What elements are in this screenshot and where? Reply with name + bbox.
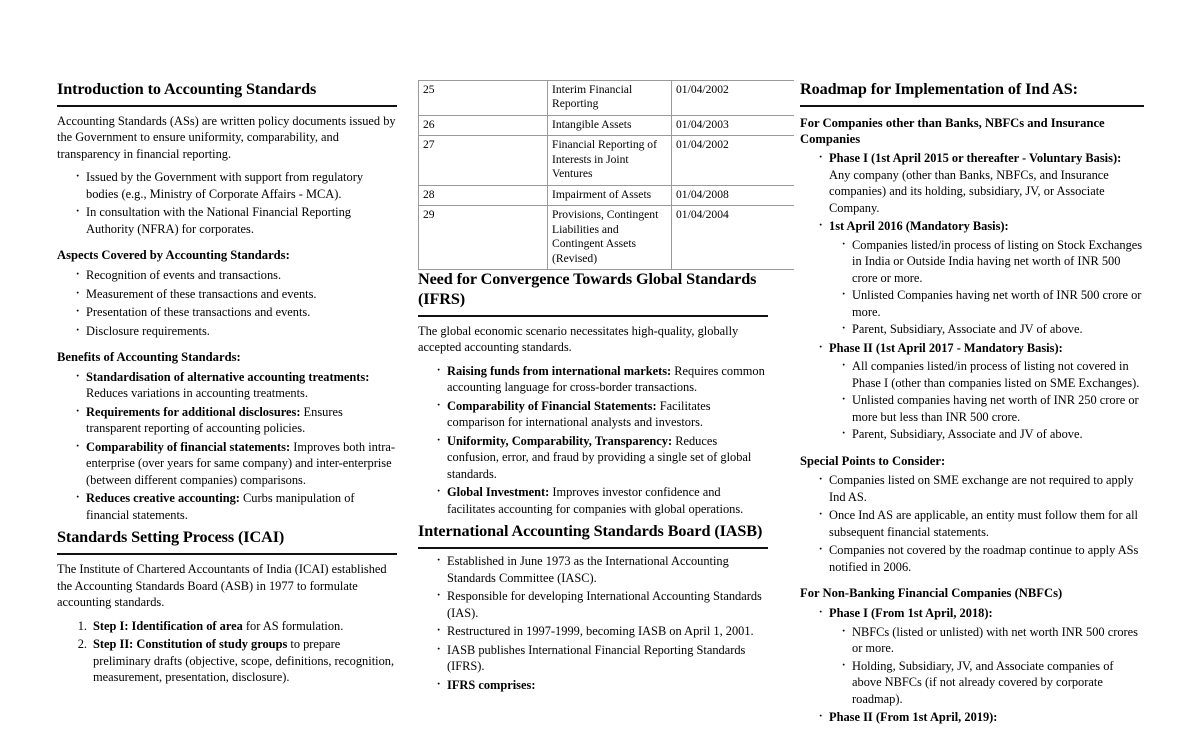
standards-setting-steps-list [57,618,397,686]
table-cell-date: 01/04/2008 [672,185,795,205]
left-column [0,80,397,691]
list-item-lead: Raising funds from international markets: [447,363,672,378]
list-item [818,340,1144,443]
list-item-text: Ensures transparent reporting of accounting policies. [86,404,343,436]
table-cell-title: Provisions, Contingent Liabilities and Contingent Assets (Revised) [548,206,672,270]
heading-for-nbfcs: For Non-Banking Financial Companies (NBFCs) [800,586,1063,601]
right-column [794,80,1191,731]
three-column-layout [0,80,1191,731]
table-cell-date: 01/04/2002 [672,81,795,116]
heading-iasb: International Accounting Standards Board (IASB) [418,522,768,549]
intro-paragraph: Accounting Standards (ASs) are written policy documents issued by the Government to ensure uniformity, comparability, and transparency in financial reporting. [57,113,396,161]
list-item-lead: Phase I (1st April 2015 or thereafter - Voluntary Basis): [829,151,1122,166]
table-cell-title: Intangible Assets [548,115,672,135]
table-cell-number: 28 [419,185,548,205]
list-item-lead: Uniformity, Comparability, Transparency: [447,433,673,448]
heading-need-for-convergence: Need for Convergence Towards Global Standards (IFRS) [418,270,768,317]
list-item-text: Responsible for developing International Accounting Standards (IAS). [447,589,762,620]
list-item-lead: Step I: Identification of area [93,618,243,633]
list-item-lead: Phase II (From 1st April, 2019): [829,710,998,725]
iasb-bullet-list [418,553,768,693]
list-item: · Presentation of these transactions and events. [75,304,397,321]
table-row [419,81,795,116]
list-item: · Holding, Subsidiary, JV, and Associate companies of above NBFCs (if not already covered by corporate roadmap). [841,658,1144,708]
convergence-bullet-list [418,363,768,518]
table-cell-title: Interim Financial Reporting [548,81,672,116]
list-item: · Unlisted Companies having net worth of INR 500 crore or more. [841,287,1144,320]
heading-special-points: Special Points to Consider: [800,453,946,468]
table-cell-number: 27 [419,136,548,185]
nested-list [829,358,1144,443]
list-item: · Disclosure requirements. [75,323,397,340]
list-item [436,398,768,431]
heading-for-companies-other-than: For Companies other than Banks, NBFCs and Insurance Companies [800,115,1105,146]
list-item [436,484,768,517]
list-item: · Companies not covered by the roadmap continue to apply ASs notified in 2006. [818,542,1144,575]
list-item-text: Restructured in 1997-1999, becoming IASB on April 1, 2001. [447,624,754,639]
table-row [419,206,795,270]
list-item-text: Curbs manipulation of financial statements. [86,491,355,522]
list-item: · Issued by the Government with support from regulatory bodies (e.g., Ministry of Corporate Affairs - MCA). [75,169,397,202]
list-item: · In consultation with the National Financial Reporting Authority (NFRA) for corporates. [75,204,397,237]
list-item: · Parent, Subsidiary, Associate and JV of above. [841,321,1144,338]
list-item-lead: Phase I (From 1st April, 2018): [829,606,993,621]
list-item: · Parent, Subsidiary, Associate and JV of above. [841,426,1144,443]
heading-aspects-covered: Aspects Covered by Accounting Standards: [57,248,290,263]
table-cell-date: 01/04/2002 [672,136,795,185]
aspects-bullet-list [57,267,397,339]
list-item: · Measurement of these transactions and events. [75,286,397,303]
table-row [419,185,795,205]
list-item-lead: Global Investment: [447,485,550,500]
list-item-lead: Reduces creative accounting: [86,491,240,506]
convergence-intro: The global economic scenario necessitates high-quality, globally accepted accounting standards. [418,323,739,355]
list-item-text: to prepare preliminary drafts (objective, scope, definitions, recognition, measurement, presentation, disclosure). [93,637,395,684]
list-item [436,433,768,483]
list-item [436,642,768,675]
companies-roadmap-list [800,150,1144,443]
nested-list [829,237,1144,338]
accounting-standards-table [418,80,794,270]
middle-column [397,80,794,698]
list-item [75,490,397,523]
list-item-lead: Comparability of financial statements: [86,439,291,454]
list-item [69,636,397,686]
list-item-text: Improves both intra-enterprise (over years for same company) and inter-enterprise (between different companies) comparisons. [86,439,396,487]
benefits-bullet-list [57,369,397,524]
list-item-text: for AS formulation. [242,618,344,633]
list-item-text: Requires common accounting language for cross-border transactions. [447,363,765,395]
list-item-lead: Comparability of Financial Statements: [447,398,657,413]
list-item [818,150,1144,216]
list-item-text: Reduces confusion, error, and fraud by providing a single set of global standards. [447,433,752,481]
list-item [818,218,1144,338]
list-item-text: Established in June 1973 as the International Accounting Standards Committee (IASC). [447,554,729,585]
heading-standards-setting-process: Standards Setting Process (ICAI) [57,528,397,555]
nested-list [829,624,1144,708]
list-item-text: Facilitates comparison for international analysts and investors. [447,398,711,430]
list-item: · Companies listed/in process of listing on Stock Exchanges in India or Outside India having net worth of INR 500 crore or more. [841,237,1144,287]
table-cell-title: Financial Reporting of Interests in Joint Ventures [548,136,672,185]
table-cell-number: 26 [419,115,548,135]
heading-roadmap-ind-as: Roadmap for Implementation of Ind AS: [800,80,1144,107]
table-cell-number: 25 [419,81,548,116]
nbfc-roadmap-list [800,605,1144,726]
intro-bullet-list [57,169,397,237]
list-item-text: IASB publishes International Financial Reporting Standards (IFRS). [447,642,746,674]
list-item [436,363,768,396]
standards-setting-intro: The Institute of Chartered Accountants of India (ICAI) established the Accounting Standards Board (ASB) in 1977 to formulate accounting standards. [57,562,387,609]
special-points-list [800,472,1144,575]
list-item: · NBFCs (listed or unlisted) with net worth INR 500 crores or more. [841,624,1144,657]
list-item-lead: Phase II (1st April 2017 - Mandatory Basis): [829,340,1063,355]
list-item [436,588,768,621]
list-item-lead: Standardisation of alternative accounting treatments: [86,369,370,384]
list-item [75,369,397,402]
list-item-lead: IFRS comprises: [447,677,536,692]
list-item [436,553,768,586]
list-item-lead: Step II: Constitution of study groups [93,637,288,651]
heading-introduction-to-accounting-standards: Introduction to Accounting Standards [57,80,397,107]
list-item [818,709,1144,726]
list-item [818,605,1144,707]
list-item: · Once Ind AS are applicable, an entity must follow them for all subsequent financial statements. [818,507,1144,540]
list-item: · Unlisted companies having net worth of INR 250 crore or more but less than INR 500 crore. [841,392,1144,425]
table-row [419,136,795,185]
list-item-text: Any company (other than Banks, NBFCs, and Insurance companies) and its holding, subsidiary, JV, or Associate Company. [829,167,1109,215]
list-item [75,404,397,437]
table-cell-number: 29 [419,206,548,270]
list-item: · All companies listed/in process of listing not covered in Phase I (other than companies listed on SME Exchanges). [841,358,1144,391]
list-item: · Recognition of events and transactions. [75,267,397,284]
list-item-lead: 1st April 2016 (Mandatory Basis): [829,219,1009,234]
list-item: · Companies listed on SME exchange are not required to apply Ind AS. [818,472,1144,505]
table-cell-title: Impairment of Assets [548,185,672,205]
list-item-lead: Requirements for additional disclosures: [86,404,301,419]
list-item-text: Improves investor confidence and facilitates accounting for companies with global operations. [447,485,744,516]
list-item [436,677,768,694]
table-cell-date: 01/04/2003 [672,115,795,135]
list-item-text: Reduces variations in accounting treatments. [86,386,308,401]
table-row [419,115,795,135]
heading-benefits: Benefits of Accounting Standards: [57,350,241,364]
list-item [75,439,397,489]
table-cell-date: 01/04/2004 [672,206,795,270]
